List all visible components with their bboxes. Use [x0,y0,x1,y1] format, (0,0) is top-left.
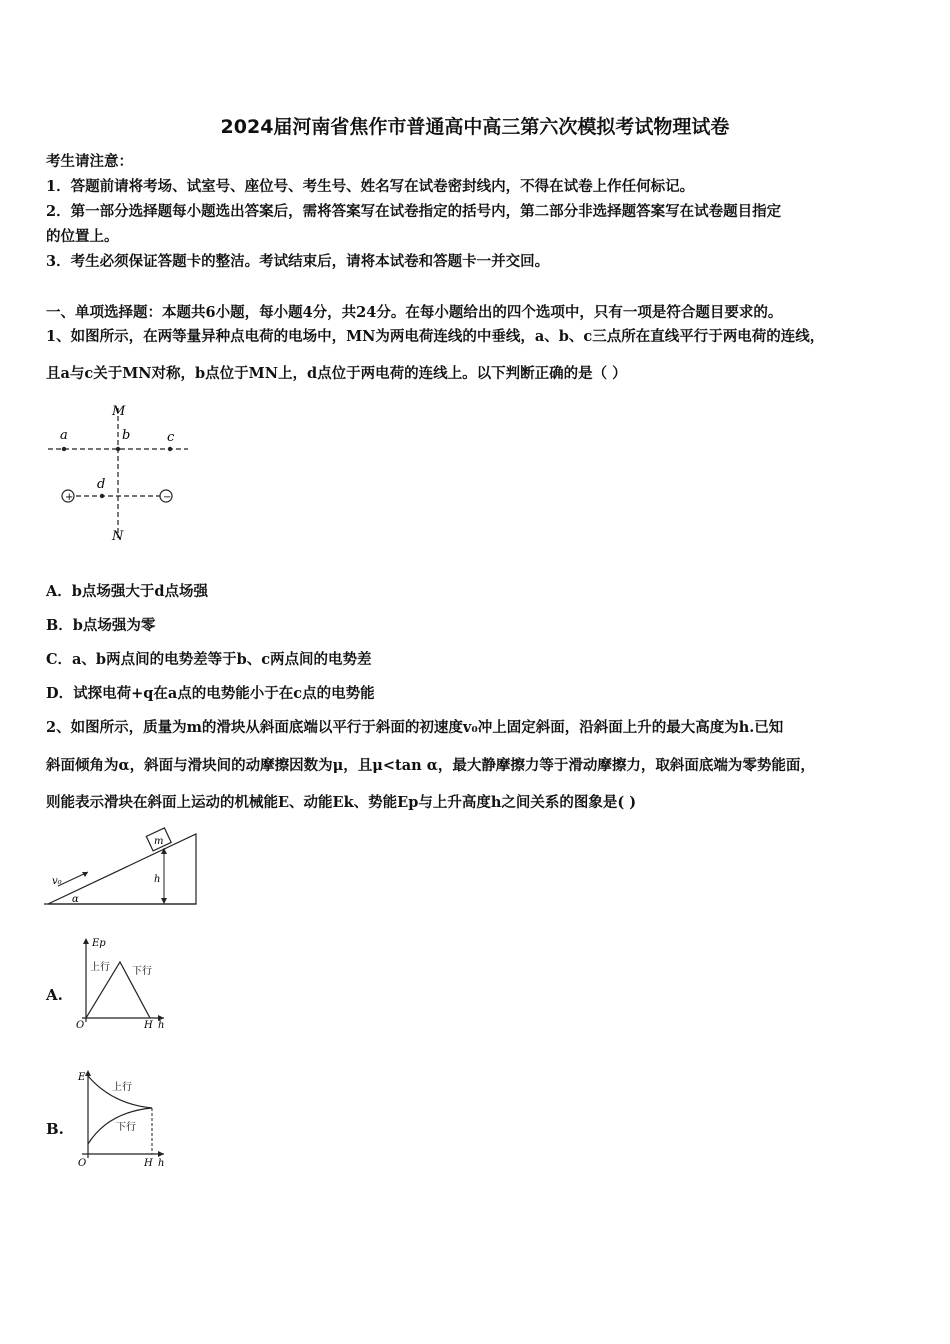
height-arrow-top [161,848,167,854]
notice-item-2-cont: 的位置上。 [46,228,119,245]
plus-sign: + [65,492,74,503]
incline [48,834,196,904]
notice-item-2: 2．第一部分选择题每小题选出答案后，需将答案写在试卷指定的括号内，第二部分非选择题答案写在试卷题目指定 [46,203,782,220]
q1-option-d[interactable]: D．试探电荷+q在a点的电势能小于在c点的电势能 [46,685,375,702]
notice-heading: 考生请注意： [46,153,133,170]
y-axis-arrow [85,1070,91,1076]
label-v0: v₀ [52,876,62,887]
label-m: M [112,404,126,419]
label-down: 下行 [132,966,152,977]
q1-stem-line2: 且a与c关于MN对称，b点位于MN上，d点位于两电荷的连线上。以下判断正确的是（ ） [46,365,627,382]
notice-item-1: 1．答题前请将考场、试室号、座位号、考生号、姓名写在试卷密封线内，不得在试卷上作任何标记。 [46,178,695,195]
q1-stem-line1: 1、如图所示，在两等量异种点电荷的电场中，MN为两电荷连线的中垂线，a、b、c三点所在直线平行于两电荷的连线， [46,328,825,345]
label-origin: O [78,1158,87,1169]
label-alpha: α [72,894,79,905]
page-title: 2024届河南省焦作市普通高中高三第六次模拟考试物理试卷 [220,116,730,138]
point-c [168,447,172,451]
label-a: a [60,428,68,443]
ylabel: Ep [92,938,106,949]
label-n: N [112,529,124,544]
notice-item-3: 3．考生必须保证答题卡的整洁。考试结束后，请将本试卷和答题卡一并交回。 [46,253,550,270]
q2-option-a-graph[interactable] [72,932,172,1032]
q1-option-a[interactable]: A．b点场强大于d点场强 [46,583,209,600]
label-up: 上行 [90,962,110,973]
label-small-h: h [158,1158,165,1169]
label-small-h: h [158,1020,165,1031]
point-a [62,447,66,451]
label-big-h: H [144,1020,153,1031]
label-origin: O [76,1020,85,1031]
q2-incline-figure [44,826,204,910]
q1-option-b[interactable]: B．b点场强为零 [46,617,156,634]
q2-option-a-letter[interactable]: A. [46,986,63,1004]
label-down: 下行 [116,1122,136,1133]
label-c: c [167,430,175,445]
label-h: h [154,874,161,885]
label-b: b [122,428,131,443]
q2-option-b-graph[interactable] [72,1066,172,1170]
minus-sign: − [163,492,172,503]
section-heading: 一、单项选择题：本题共6小题，每小题4分，共24分。在每小题给出的四个选项中，只有一项是符合题目要求的。 [46,304,783,321]
q2-option-b-letter[interactable]: B. [46,1120,64,1138]
q2-stem-line1: 2、如图所示，质量为m的滑块从斜面底端以平行于斜面的初速度v₀冲上固定斜面，沿斜面上升的最大高度为h.已知 [46,719,784,736]
label-mass: m [154,836,164,847]
q1-option-c[interactable]: C．a、b两点间的电势差等于b、c两点间的电势差 [46,651,372,668]
point-b [116,447,120,451]
q2-stem-line3: 则能表示滑块在斜面上运动的机械能E、动能Ek、势能Ep与上升高度h之间关系的图象是( ) [46,794,637,811]
q2-stem-line2: 斜面倾角为α，斜面与滑块间的动摩擦因数为μ，且μ<tan α，最大静摩擦力等于滑动摩擦力，取斜面底端为零势能面， [46,757,815,774]
height-arrow-bottom [161,898,167,904]
x-axis-arrow [158,1151,164,1157]
label-d: d [97,477,106,492]
label-up: 上行 [112,1082,132,1093]
y-axis-arrow [83,938,89,944]
label-big-h: H [144,1158,153,1169]
ylabel: E [78,1072,86,1083]
q1-field-figure [46,398,206,548]
point-d [100,494,104,498]
